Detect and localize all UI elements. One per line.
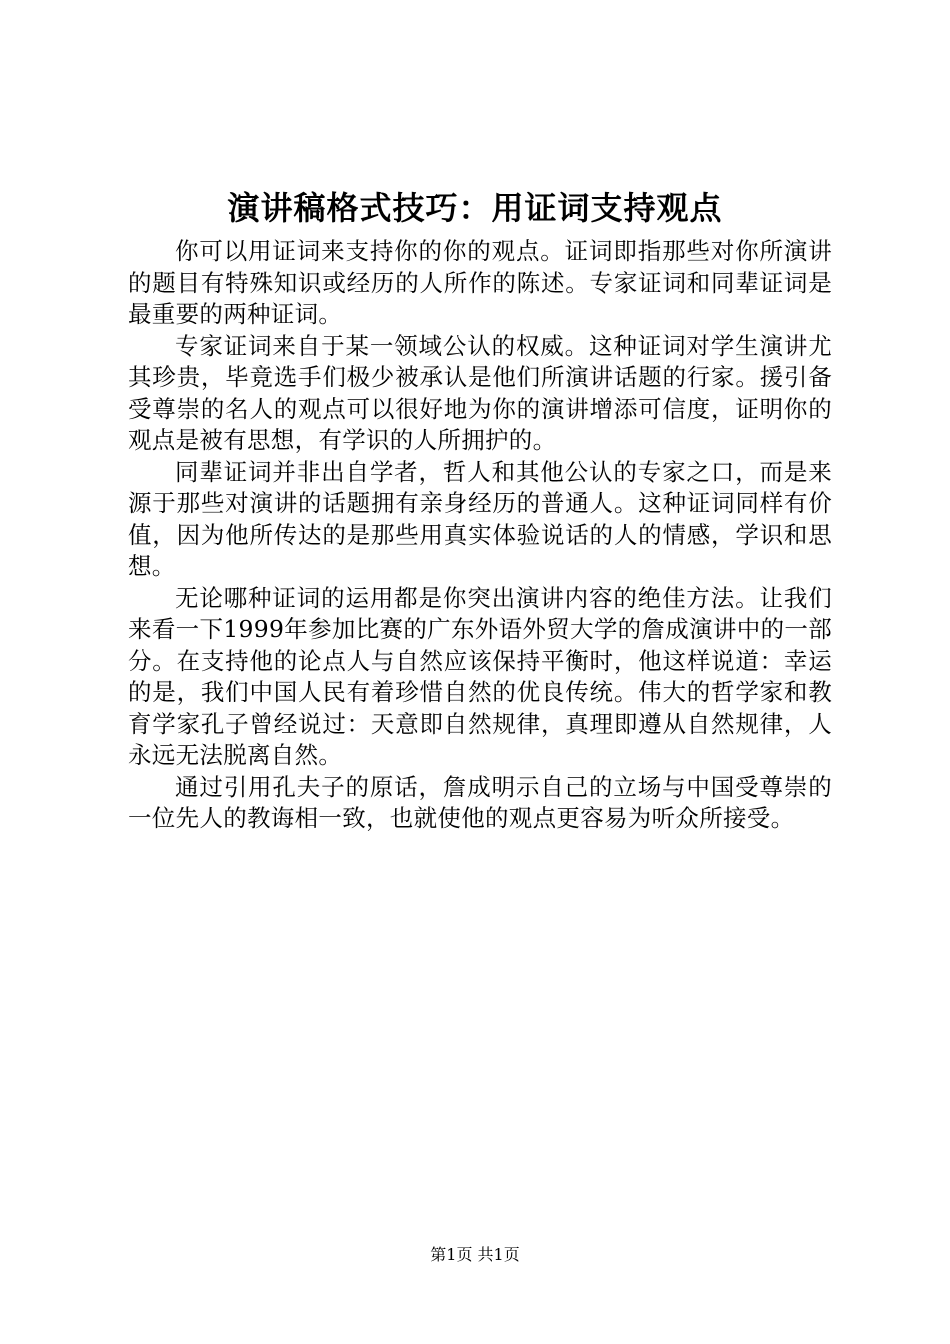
- paragraph-5: 通过引用孔夫子的原话，詹成明示自己的立场与中国受尊崇的一位先人的教诲相一致，也就使他的观点更容易为听众所接受。: [128, 772, 832, 832]
- paragraph-2: 专家证词来自于某一领域公认的权威。这种证词对学生演讲尤其珍贵，毕竟选手们极少被承认是他们所演讲话题的行家。援引备受尊崇的名人的观点可以很好地为你的演讲增添可信度，证明你的观点是被有思想，有学识的人所拥护的。: [128, 331, 832, 454]
- document-title: 演讲稿格式技巧：用证词支持观点: [227, 189, 723, 227]
- paragraph-1: 你可以用证词来支持你的你的观点。证词即指那些对你所演讲的题目有特殊知识或经历的人所作的陈述。专家证词和同辈证词是最重要的两种证词。: [128, 237, 832, 328]
- page-footer: 第1页 共1页: [430, 1245, 520, 1264]
- paragraph-3: 同辈证词并非出自学者，哲人和其他公认的专家之口，而是来源于那些对演讲的话题拥有亲身经历的普通人。这种证词同样有价值，因为他所传达的是那些用真实体验说话的人的情感，学识和思想。: [128, 457, 832, 580]
- document-body: [128, 236, 832, 835]
- paragraph-4: 无论哪种证词的运用都是你突出演讲内容的绝佳方法。让我们来看一下1999年参加比赛的广东外语外贸大学的詹成演讲中的一部分。在支持他的论点人与自然应该保持平衡时，他这样说道：幸运的是，我们中国人民有着珍惜自然的优良传统。伟大的哲学家和教育学家孔子曾经说过：天意即自然规律，真理即遵从自然规律，人永远无法脱离自然。: [128, 583, 832, 769]
